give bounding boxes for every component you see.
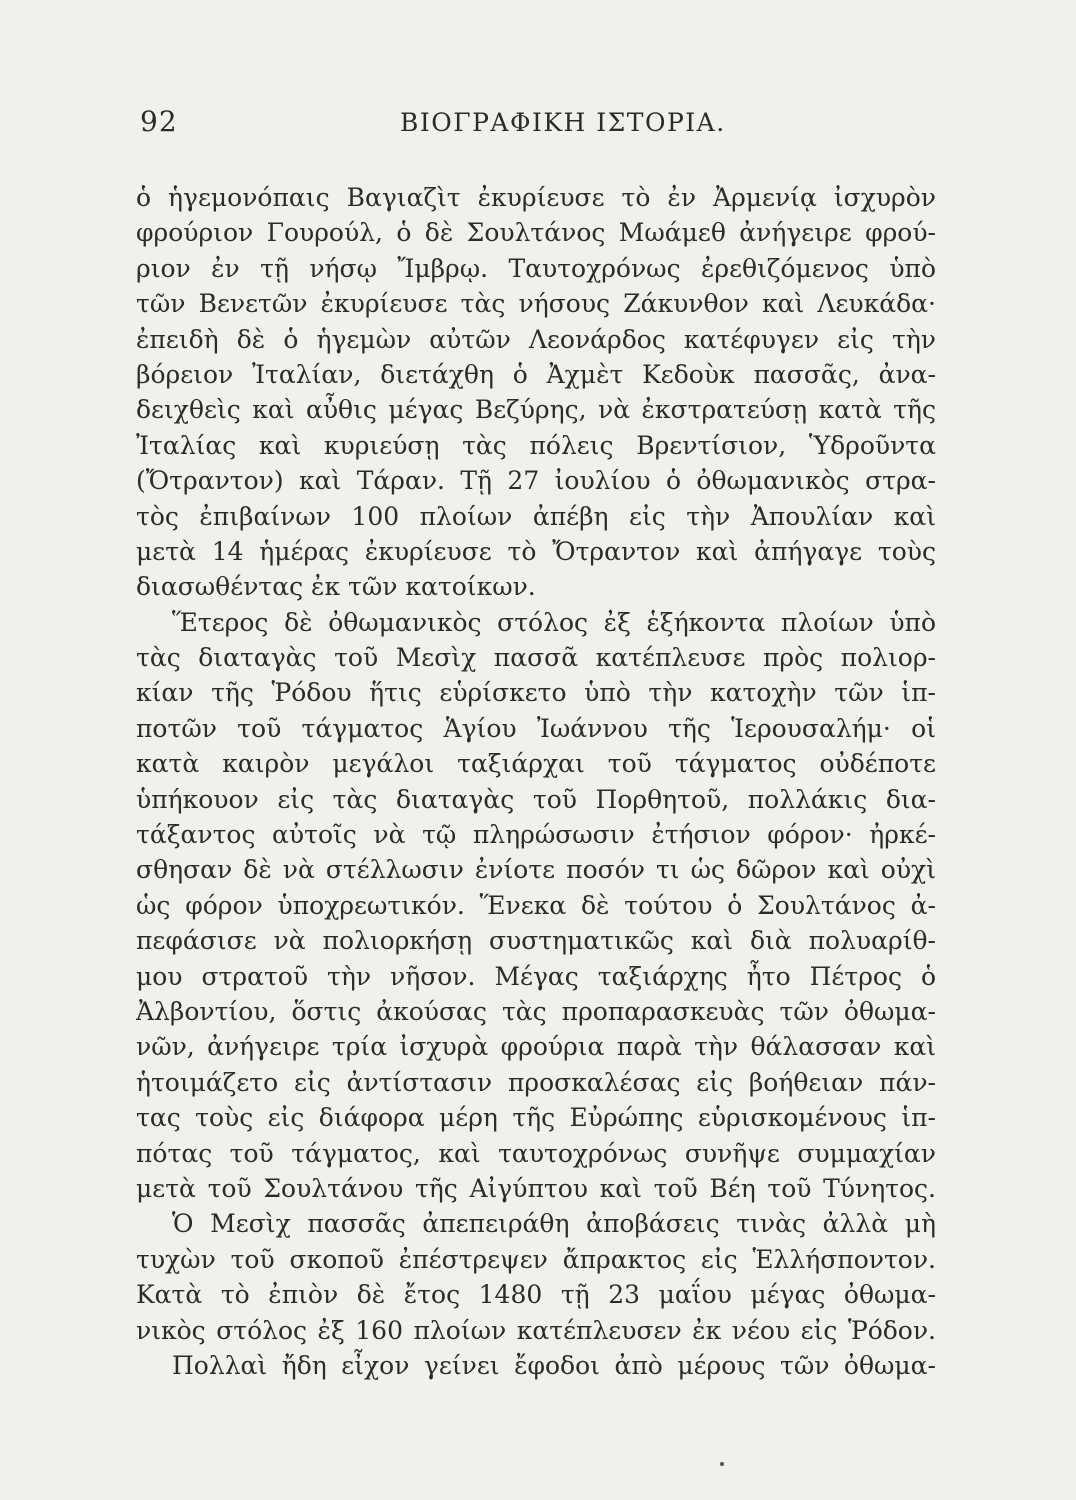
text-line: ἐπειδὴ δὲ ὁ ἡγεμὼν αὐτῶν Λεονάρδος κατέφυγεν εἰς τὴν: [136, 324, 936, 354]
text-line: Κατὰ τὸ ἐπιὸν δὲ ἔτος 1480 τῇ 23 μαΐου μέγας ὀθωμα-: [136, 1280, 936, 1310]
text-line: τὰς διαταγὰς τοῦ Μεσὶχ πασσᾶ κατέπλευσε πρὸς πολιορ-: [136, 643, 936, 673]
text-line: τάξαντος αὐτοῖς νὰ τῷ πληρώσωσιν ἐτήσιον φόρον· ἠρκέ-: [136, 820, 936, 850]
page-number: 92: [140, 105, 178, 138]
text-line: νῶν, ἀνήγειρε τρία ἰσχυρὰ φρούρια παρὰ τὴν θάλασσαν καὶ: [136, 1032, 936, 1062]
text-line: μου στρατοῦ τὴν νῆσον. Μέγας ταξιάρχης ἦτο Πέτρος ὁ: [136, 961, 936, 991]
text-line: ὡς φόρον ὑποχρεωτικόν. Ἕνεκα δὲ τούτου ὁ Σουλτάνος ἀ-: [136, 890, 936, 920]
text-line: φρούριον Γουρούλ, ὁ δὲ Σουλτάνος Μωάμεθ ἀνήγειρε φρού-: [136, 218, 936, 248]
text-line: Ἰταλίας καὶ κυριεύσῃ τὰς πόλεις Βρεντίσιον, Ὑδροῦντα: [136, 430, 936, 460]
body-text: [136, 180, 936, 1383]
text-line: Ἀλβοντίου, ὅστις ἀκούσας τὰς προπαρασκευὰς τῶν ὀθωμα-: [136, 996, 936, 1026]
text-line: ποτῶν τοῦ τάγματος Ἁγίου Ἰωάννου τῆς Ἱερουσαλήμ· οἱ: [136, 713, 936, 743]
text-line: πεφάσισε νὰ πολιορκήσῃ συστηματικῶς καὶ διὰ πολυαρίθ-: [136, 926, 936, 956]
text-line: τυχὼν τοῦ σκοποῦ ἐπέστρεψεν ἄπρακτος εἰς Ἑλλήσποντον.: [136, 1244, 936, 1274]
text-line: τῶν Βενετῶν ἐκυρίευσε τὰς νήσους Ζάκυνθον καὶ Λευκάδα·: [136, 289, 936, 319]
text-line: ριον ἐν τῇ νήσῳ Ἴμβρῳ. Ταυτοχρόνως ἐρεθιζόμενος ὑπὸ: [136, 253, 936, 283]
text-line: τας τοὺς εἰς διάφορα μέρη τῆς Εὐρώπης εὑρισκομένους ἱπ-: [136, 1103, 936, 1133]
text-line: βόρειον Ἰταλίαν, διετάχθη ὁ Ἀχμὲτ Κεδοὺκ πασσᾶς, ἀνα-: [136, 359, 936, 389]
text-line: σθησαν δὲ νὰ στέλλωσιν ἐνίοτε ποσόν τι ὡς δῶρον καὶ οὐχὶ: [136, 855, 936, 885]
text-line: πότας τοῦ τάγματος, καὶ ταυτοχρόνως συνῆψε συμμαχίαν: [136, 1138, 936, 1168]
text-line: (Ὄτραντον) καὶ Τάραν. Τῇ 27 ἰουλίου ὁ ὀθωμανικὸς στρα-: [136, 466, 936, 496]
text-line: μετὰ τοῦ Σουλτάνου τῆς Αἰγύπτου καὶ τοῦ Βέη τοῦ Τύνητος.: [136, 1173, 936, 1203]
text-line: μετὰ 14 ἡμέρας ἐκυρίευσε τὸ Ὄτραντον καὶ ἀπήγαγε τοὺς: [136, 536, 936, 566]
text-line: Ὁ Μεσὶχ πασσᾶς ἀπεπειράθη ἀποβάσεις τινὰς ἀλλὰ μὴ: [172, 1209, 936, 1239]
text-line: ὁ ἡγεμονόπαις Βαγιαζὶτ ἐκυρίευσε τὸ ἐν Ἀρμενίᾳ ἰσχυρὸν: [136, 183, 936, 212]
text-line: διασωθέντας ἐκ τῶν κατοίκων.: [136, 572, 536, 602]
text-line: νικὸς στόλος ἐξ 160 πλοίων κατέπλευσεν ἐκ νέου εἰς Ῥόδον.: [136, 1315, 936, 1345]
text-line: κατὰ καιρὸν μεγάλοι ταξιάρχαι τοῦ τάγματος οὐδέποτε: [136, 749, 936, 779]
text-line: Πολλαὶ ἤδη εἶχον γείνει ἔφοδοι ἀπὸ μέρους τῶν ὀθωμα-: [172, 1350, 936, 1380]
text-line: δειχθεὶς καὶ αὖθις μέγας Βεζύρης, νὰ ἐκστρατεύσῃ κατὰ τῆς: [136, 395, 936, 425]
text-line: Ἕτερος δὲ ὀθωμανικὸς στόλος ἐξ ἑξήκοντα πλοίων ὑπὸ: [172, 607, 936, 637]
text-line: κίαν τῆς Ῥόδου ἥτις εὑρίσκετο ὑπὸ τὴν κατοχὴν τῶν ἱπ-: [136, 678, 936, 708]
printer-dot-mark: [720, 1462, 724, 1466]
text-line: ὑπήκουον εἰς τὰς διαταγὰς τοῦ Πορθητοῦ, πολλάκις δια-: [136, 784, 936, 814]
text-line: ἡτοιμάζετο εἰς ἀντίστασιν προσκαλέσας εἰς βοήθειαν πάν-: [136, 1067, 936, 1097]
running-head-title: ΒΙΟΓΡΑΦΙΚΗ ΙΣΤΟΡΙΑ.: [400, 108, 726, 137]
text-line: τὸς ἐπιβαίνων 100 πλοίων ἀπέβη εἰς τὴν Ἀπουλίαν καὶ: [136, 501, 936, 531]
